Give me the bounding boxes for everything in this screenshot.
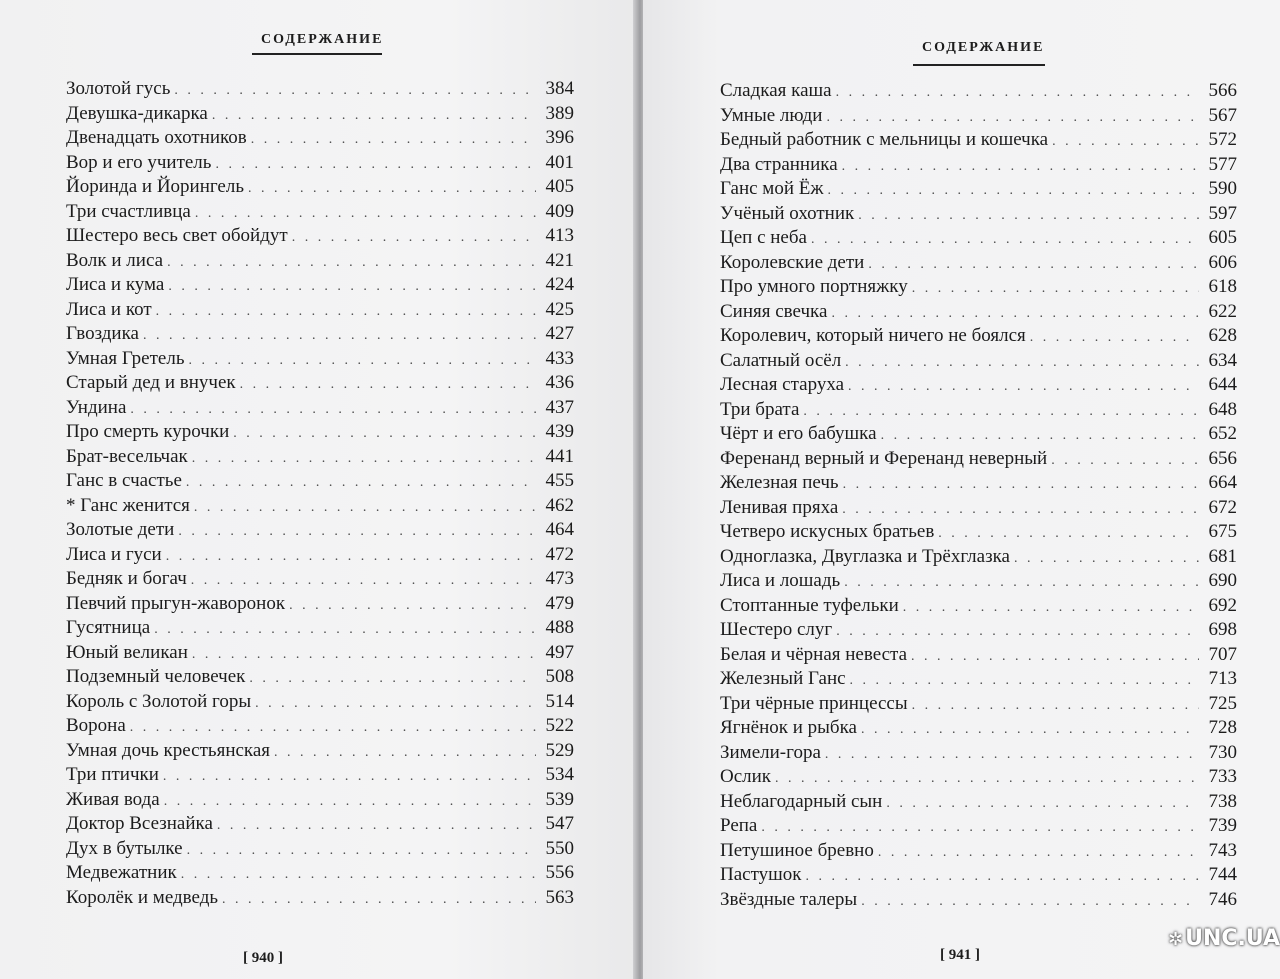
left-page-header: СОДЕРЖАНИЕ [261, 32, 384, 47]
toc-entry-page: 743 [1208, 839, 1237, 861]
toc-leader-dots [861, 722, 1199, 738]
toc-entry [66, 421, 574, 446]
toc-entry-title: Цеп с неба [720, 227, 807, 248]
toc-entry-title: Бедный работник с мельницы и кошечка [720, 129, 1049, 150]
toc-leader-dots [836, 85, 1199, 101]
toc-leader-dots [848, 379, 1199, 395]
toc-entry-title: Дух в бутылке [66, 837, 183, 859]
toc-entry [720, 546, 1237, 571]
toc-entry-page: 675 [1208, 521, 1237, 542]
toc-entry [720, 717, 1237, 742]
toc-entry [66, 715, 574, 740]
toc-entry-page: 436 [545, 372, 574, 393]
toc-entry [66, 617, 574, 642]
watermark-logo [1168, 926, 1280, 951]
toc-leader-dots [240, 377, 536, 393]
toc-leader-dots [842, 502, 1199, 518]
toc-entry-title: Ленивая пряха [720, 496, 839, 518]
toc-entry-page: 664 [1208, 472, 1237, 493]
toc-leader-dots [154, 622, 536, 638]
right-header-rule [913, 64, 1045, 66]
toc-entry-title: Ганс в счастье [66, 470, 182, 491]
toc-entry [720, 448, 1237, 473]
toc-entry-page: 738 [1208, 790, 1237, 812]
toc-entry-title: Три птички [66, 764, 159, 785]
toc-entry-title: Девушка-дикарка [66, 102, 208, 124]
toc-entry [66, 176, 574, 201]
toc-entry [720, 619, 1237, 644]
toc-leader-dots [861, 894, 1199, 910]
toc-entry [720, 105, 1237, 130]
toc-entry-page: 577 [1208, 153, 1237, 175]
toc-entry [66, 642, 574, 667]
toc-leader-dots [233, 426, 536, 442]
toc-entry-title: Умные люди [720, 104, 823, 126]
toc-leader-dots [166, 549, 536, 565]
toc-entry-title: Неблагодарный сын [720, 790, 883, 812]
watermark-text: UNC.UA [1185, 926, 1280, 951]
toc-entry-page: 556 [545, 862, 574, 883]
toc-entry-title: Королёк и медведь [66, 886, 219, 908]
toc-leader-dots [191, 573, 536, 589]
toc-entry-title: Вор и его учитель [66, 151, 212, 173]
toc-leader-dots [843, 477, 1199, 493]
toc-entry-title: Йоринда и Йорингель [66, 176, 245, 197]
toc-entry [720, 472, 1237, 497]
toc-entry [720, 276, 1237, 301]
toc-leader-dots [827, 183, 1199, 199]
toc-entry-page: 462 [545, 494, 574, 516]
toc-entry [720, 374, 1237, 399]
toc-entry-page: 534 [545, 764, 574, 785]
toc-entry-title: Чёрт и его бабушка [720, 423, 877, 444]
toc-leader-dots [912, 281, 1199, 297]
toc-entry [66, 691, 574, 716]
toc-entry-page: 739 [1208, 815, 1237, 836]
toc-entry-page: 529 [545, 739, 574, 761]
toc-entry-title: Подземный человечек [66, 666, 246, 687]
toc-entry-page: 497 [545, 641, 574, 663]
toc-leader-dots [194, 500, 536, 516]
toc-entry-title: Гвоздика [66, 323, 139, 344]
toc-leader-dots [1052, 134, 1199, 150]
toc-leader-dots [775, 771, 1199, 787]
toc-entry-page: 648 [1208, 398, 1237, 420]
toc-entry-title: Юный великан [66, 641, 188, 663]
toc-leader-dots [811, 232, 1199, 248]
toc-entry-title: Ворона [66, 715, 126, 736]
toc-entry-title: Волк и лиса [66, 249, 164, 271]
toc-entry-title: Гусятница [66, 617, 151, 638]
toc-entry-page: 634 [1208, 349, 1237, 371]
toc-entry-title: Медвежатник [66, 862, 177, 883]
toc-entry [66, 764, 574, 789]
toc-entry [720, 791, 1237, 816]
toc-entry-title: Король с Золотой горы [66, 690, 252, 712]
toc-leader-dots [842, 159, 1199, 175]
toc-entry [66, 470, 574, 495]
toc-leader-dots [130, 720, 536, 736]
toc-entry-page: 455 [545, 470, 574, 491]
toc-leader-dots [886, 796, 1199, 812]
toc-entry-page: 488 [545, 617, 574, 638]
toc-leader-dots [217, 818, 536, 834]
toc-entry-page: 746 [1208, 888, 1237, 910]
toc-entry [66, 201, 574, 226]
toc-leader-dots [186, 475, 536, 491]
toc-entry-page: 566 [1208, 80, 1237, 101]
toc-leader-dots [761, 820, 1199, 836]
toc-leader-dots [174, 83, 536, 99]
toc-entry-page: 396 [545, 127, 574, 148]
toc-entry-page: 413 [545, 225, 574, 246]
toc-entry-title: Одноглазка, Двуглазка и Трёхглазка [720, 545, 1010, 567]
toc-leader-dots [222, 892, 536, 908]
toc-entry-page: 707 [1208, 643, 1237, 665]
toc-entry-page: 606 [1208, 251, 1237, 273]
toc-leader-dots [212, 108, 536, 124]
toc-entry [66, 152, 574, 177]
toc-entry-page: 572 [1208, 129, 1237, 150]
toc-entry-page: 427 [545, 323, 574, 344]
toc-entry-title: Стоптанные туфельки [720, 594, 899, 616]
toc-entry [66, 446, 574, 471]
toc-entry [66, 568, 574, 593]
toc-entry-page: 424 [545, 274, 574, 295]
toc-leader-dots [845, 355, 1199, 371]
toc-entry [720, 301, 1237, 326]
toc-entry-page: 464 [545, 519, 574, 540]
toc-leader-dots [881, 428, 1199, 444]
toc-leader-dots [274, 745, 536, 761]
toc-entry-title: * Ганс женится [66, 494, 190, 516]
toc-entry-page: 437 [545, 396, 574, 418]
toc-leader-dots [143, 328, 536, 344]
toc-entry [720, 570, 1237, 595]
toc-leader-dots [1030, 330, 1199, 346]
toc-entry-page: 597 [1208, 202, 1237, 224]
toc-entry [66, 103, 574, 128]
toc-leader-dots [163, 769, 536, 785]
toc-entry-page: 439 [545, 421, 574, 442]
toc-entry [720, 325, 1237, 350]
toc-entry-page: 384 [545, 78, 574, 99]
toc-entry [720, 399, 1237, 424]
toc-entry-page: 690 [1208, 570, 1237, 591]
toc-entry [66, 666, 574, 691]
toc-entry-title: Белая и чёрная невеста [720, 643, 908, 665]
left-page [0, 0, 638, 979]
toc-entry [66, 323, 574, 348]
toc-entry-title: Учёный охотник [720, 202, 855, 224]
right-folio: [ 941 ] [940, 947, 980, 963]
toc-leader-dots [938, 526, 1199, 542]
toc-entry [720, 815, 1237, 840]
toc-entry-title: Золотые дети [66, 519, 175, 540]
toc-entry-title: Ганс мой Ёж [720, 178, 824, 199]
toc-entry [66, 593, 574, 618]
toc-entry-title: Лесная старуха [720, 374, 845, 395]
toc-entry-title: Брат-весельчак [66, 445, 188, 467]
toc-entry-page: 725 [1208, 692, 1237, 714]
toc-entry [720, 644, 1237, 669]
toc-entry [66, 372, 574, 397]
toc-entry [66, 740, 574, 765]
toc-leader-dots [911, 649, 1199, 665]
left-header-rule [252, 53, 382, 55]
toc-entry-page: 692 [1208, 594, 1237, 616]
toc-entry-title: Шестеро весь свет обойдут [66, 225, 288, 246]
toc-entry [720, 864, 1237, 889]
toc-entry-title: Репа [720, 815, 758, 836]
toc-leader-dots [858, 208, 1199, 224]
toc-leader-dots [187, 843, 536, 859]
toc-entry-title: Умная Гретель [66, 347, 185, 369]
toc-entry-page: 389 [545, 102, 574, 124]
toc-entry [720, 521, 1237, 546]
toc-entry-title: Певчий прыгун-жаворонок [66, 592, 286, 614]
toc-entry [66, 862, 574, 887]
toc-entry-title: Салатный осёл [720, 349, 842, 371]
toc-entry [66, 887, 574, 912]
toc-entry-page: 472 [545, 543, 574, 565]
toc-entry [720, 252, 1237, 277]
toc-entry-page: 401 [545, 151, 574, 173]
toc-entry-title: Старый дед и внучек [66, 372, 236, 393]
toc-entry-page: 550 [545, 837, 574, 859]
toc-entry [66, 348, 574, 373]
toc-leader-dots [215, 157, 536, 173]
toc-leader-dots [192, 451, 536, 467]
toc-leader-dots [803, 404, 1199, 420]
toc-entry-page: 622 [1208, 300, 1237, 322]
toc-entry-title: Три брата [720, 398, 800, 420]
toc-entry-title: Ягнёнок и рыбка [720, 717, 857, 738]
toc-entry-title: Королевич, который ничего не боялся [720, 325, 1026, 346]
toc-entry [66, 225, 574, 250]
toc-entry [720, 129, 1237, 154]
toc-entry-page: 539 [545, 788, 574, 810]
toc-leader-dots [192, 647, 536, 663]
toc-leader-dots [130, 402, 536, 418]
toc-entry [720, 154, 1237, 179]
toc-entry-title: Ференанд верный и Ференанд неверный [720, 447, 1048, 469]
toc-entry [66, 397, 574, 422]
toc-entry [720, 766, 1237, 791]
toc-entry-title: Три счастливца [66, 200, 191, 222]
toc-entry-page: 522 [545, 715, 574, 736]
toc-entry [66, 838, 574, 863]
toc-leader-dots [195, 206, 536, 222]
toc-entry-page: 730 [1208, 741, 1237, 763]
toc-entry [720, 350, 1237, 375]
toc-leader-dots [912, 698, 1199, 714]
toc-entry-title: Два странника [720, 153, 838, 175]
toc-entry [720, 497, 1237, 522]
toc-entry [720, 178, 1237, 203]
toc-leader-dots [806, 869, 1199, 885]
toc-entry-title: Четверо искусных братьев [720, 521, 935, 542]
toc-leader-dots [164, 794, 536, 810]
toc-entry-title: Железная печь [720, 472, 839, 493]
toc-entry-title: Зимели-гора [720, 741, 821, 763]
toc-leader-dots [248, 181, 536, 197]
toc-entry-page: 713 [1208, 668, 1237, 689]
toc-entry [66, 495, 574, 520]
toc-leader-dots [189, 353, 537, 369]
toc-leader-dots [292, 230, 536, 246]
toc-entry-title: Лиса и лошадь [720, 570, 841, 591]
toc-entry-page: 672 [1208, 496, 1237, 518]
toc-entry-title: Бедняк и богач [66, 568, 187, 589]
toc-leader-dots [850, 673, 1199, 689]
toc-entry-page: 652 [1208, 423, 1237, 444]
toc-entry-page: 590 [1208, 178, 1237, 199]
toc-leader-dots [826, 110, 1199, 126]
toc-leader-dots [167, 255, 536, 271]
right-page [643, 0, 1280, 979]
star-icon: ✲ [1168, 929, 1184, 950]
toc-leader-dots [1051, 453, 1199, 469]
toc-entry-page: 744 [1208, 864, 1237, 885]
toc-entry-page: 656 [1208, 447, 1237, 469]
toc-entry [720, 840, 1237, 865]
toc-entry-page: 567 [1208, 104, 1237, 126]
toc-entry-title: Королевские дети [720, 251, 865, 273]
toc-entry-title: Ослик [720, 766, 772, 787]
toc-entry-page: 733 [1208, 766, 1237, 787]
toc-entry-page: 618 [1208, 276, 1237, 297]
toc-entry-title: Пастушок [720, 864, 802, 885]
toc-entry [720, 227, 1237, 252]
toc-leader-dots [249, 671, 536, 687]
toc-entry-title: Золотой гусь [66, 78, 171, 99]
toc-entry-title: Три чёрные принцессы [720, 692, 908, 714]
toc-entry [720, 595, 1237, 620]
toc-entry-title: Лиса и кума [66, 274, 165, 295]
left-folio: [ 940 ] [243, 950, 283, 966]
toc-leader-dots [868, 257, 1199, 273]
toc-entry-title: Звёздные талеры [720, 888, 858, 910]
toc-entry-title: Сладкая каша [720, 80, 832, 101]
toc-entry-page: 405 [545, 176, 574, 197]
toc-entry [720, 423, 1237, 448]
left-toc-list [66, 78, 574, 911]
toc-entry-page: 409 [545, 200, 574, 222]
toc-entry-title: Железный Ганс [720, 668, 846, 689]
toc-leader-dots [251, 132, 536, 148]
toc-entry-page: 433 [545, 347, 574, 369]
toc-leader-dots [168, 279, 536, 295]
toc-entry [66, 127, 574, 152]
toc-entry-page: 605 [1208, 227, 1237, 248]
toc-entry-page: 421 [545, 249, 574, 271]
toc-entry [720, 889, 1237, 914]
right-toc-list [720, 80, 1237, 913]
toc-leader-dots [255, 696, 536, 712]
toc-entry-page: 644 [1208, 374, 1237, 395]
toc-entry-title: Про смерть курочки [66, 421, 230, 442]
toc-entry [720, 80, 1237, 105]
toc-leader-dots [844, 575, 1199, 591]
toc-entry-page: 441 [545, 445, 574, 467]
toc-entry-title: Доктор Всезнайка [66, 813, 213, 834]
toc-entry [66, 813, 574, 838]
toc-entry-page: 547 [545, 813, 574, 834]
toc-entry-page: 728 [1208, 717, 1237, 738]
toc-leader-dots [289, 598, 536, 614]
toc-entry-title: Двенадцать охотников [66, 127, 247, 148]
toc-entry-page: 563 [545, 886, 574, 908]
toc-entry-page: 473 [545, 568, 574, 589]
toc-entry-title: Лиса и гуси [66, 543, 162, 565]
toc-entry-page: 628 [1208, 325, 1237, 346]
toc-entry [66, 789, 574, 814]
toc-entry-title: Лиса и кот [66, 298, 152, 320]
right-page-header: СОДЕРЖАНИЕ [922, 40, 1045, 55]
toc-leader-dots [1014, 551, 1199, 567]
toc-entry [720, 668, 1237, 693]
toc-entry-page: 698 [1208, 619, 1237, 640]
toc-entry-title: Петушиное бревно [720, 839, 874, 861]
toc-entry-title: Синяя свечка [720, 300, 828, 322]
toc-entry [66, 78, 574, 103]
toc-entry [66, 544, 574, 569]
toc-entry-title: Шестеро слуг [720, 619, 833, 640]
toc-entry-page: 514 [545, 690, 574, 712]
toc-entry [66, 519, 574, 544]
toc-entry [66, 250, 574, 275]
toc-entry-page: 508 [545, 666, 574, 687]
toc-leader-dots [836, 624, 1199, 640]
toc-entry-title: Про умного портняжку [720, 276, 908, 297]
toc-entry [720, 203, 1237, 228]
toc-leader-dots [181, 867, 536, 883]
toc-entry [720, 693, 1237, 718]
toc-leader-dots [903, 600, 1199, 616]
toc-entry-title: Умная дочь крестьянская [66, 739, 271, 761]
toc-entry [66, 299, 574, 324]
toc-entry [66, 274, 574, 299]
toc-leader-dots [156, 304, 536, 320]
toc-entry [720, 742, 1237, 767]
toc-leader-dots [831, 306, 1199, 322]
toc-entry-title: Живая вода [66, 788, 160, 810]
toc-entry-page: 681 [1208, 545, 1237, 567]
toc-entry-title: Ундина [66, 396, 127, 418]
toc-leader-dots [825, 747, 1199, 763]
toc-leader-dots [878, 845, 1199, 861]
toc-entry-page: 479 [545, 592, 574, 614]
toc-leader-dots [178, 524, 536, 540]
toc-entry-page: 425 [545, 298, 574, 320]
